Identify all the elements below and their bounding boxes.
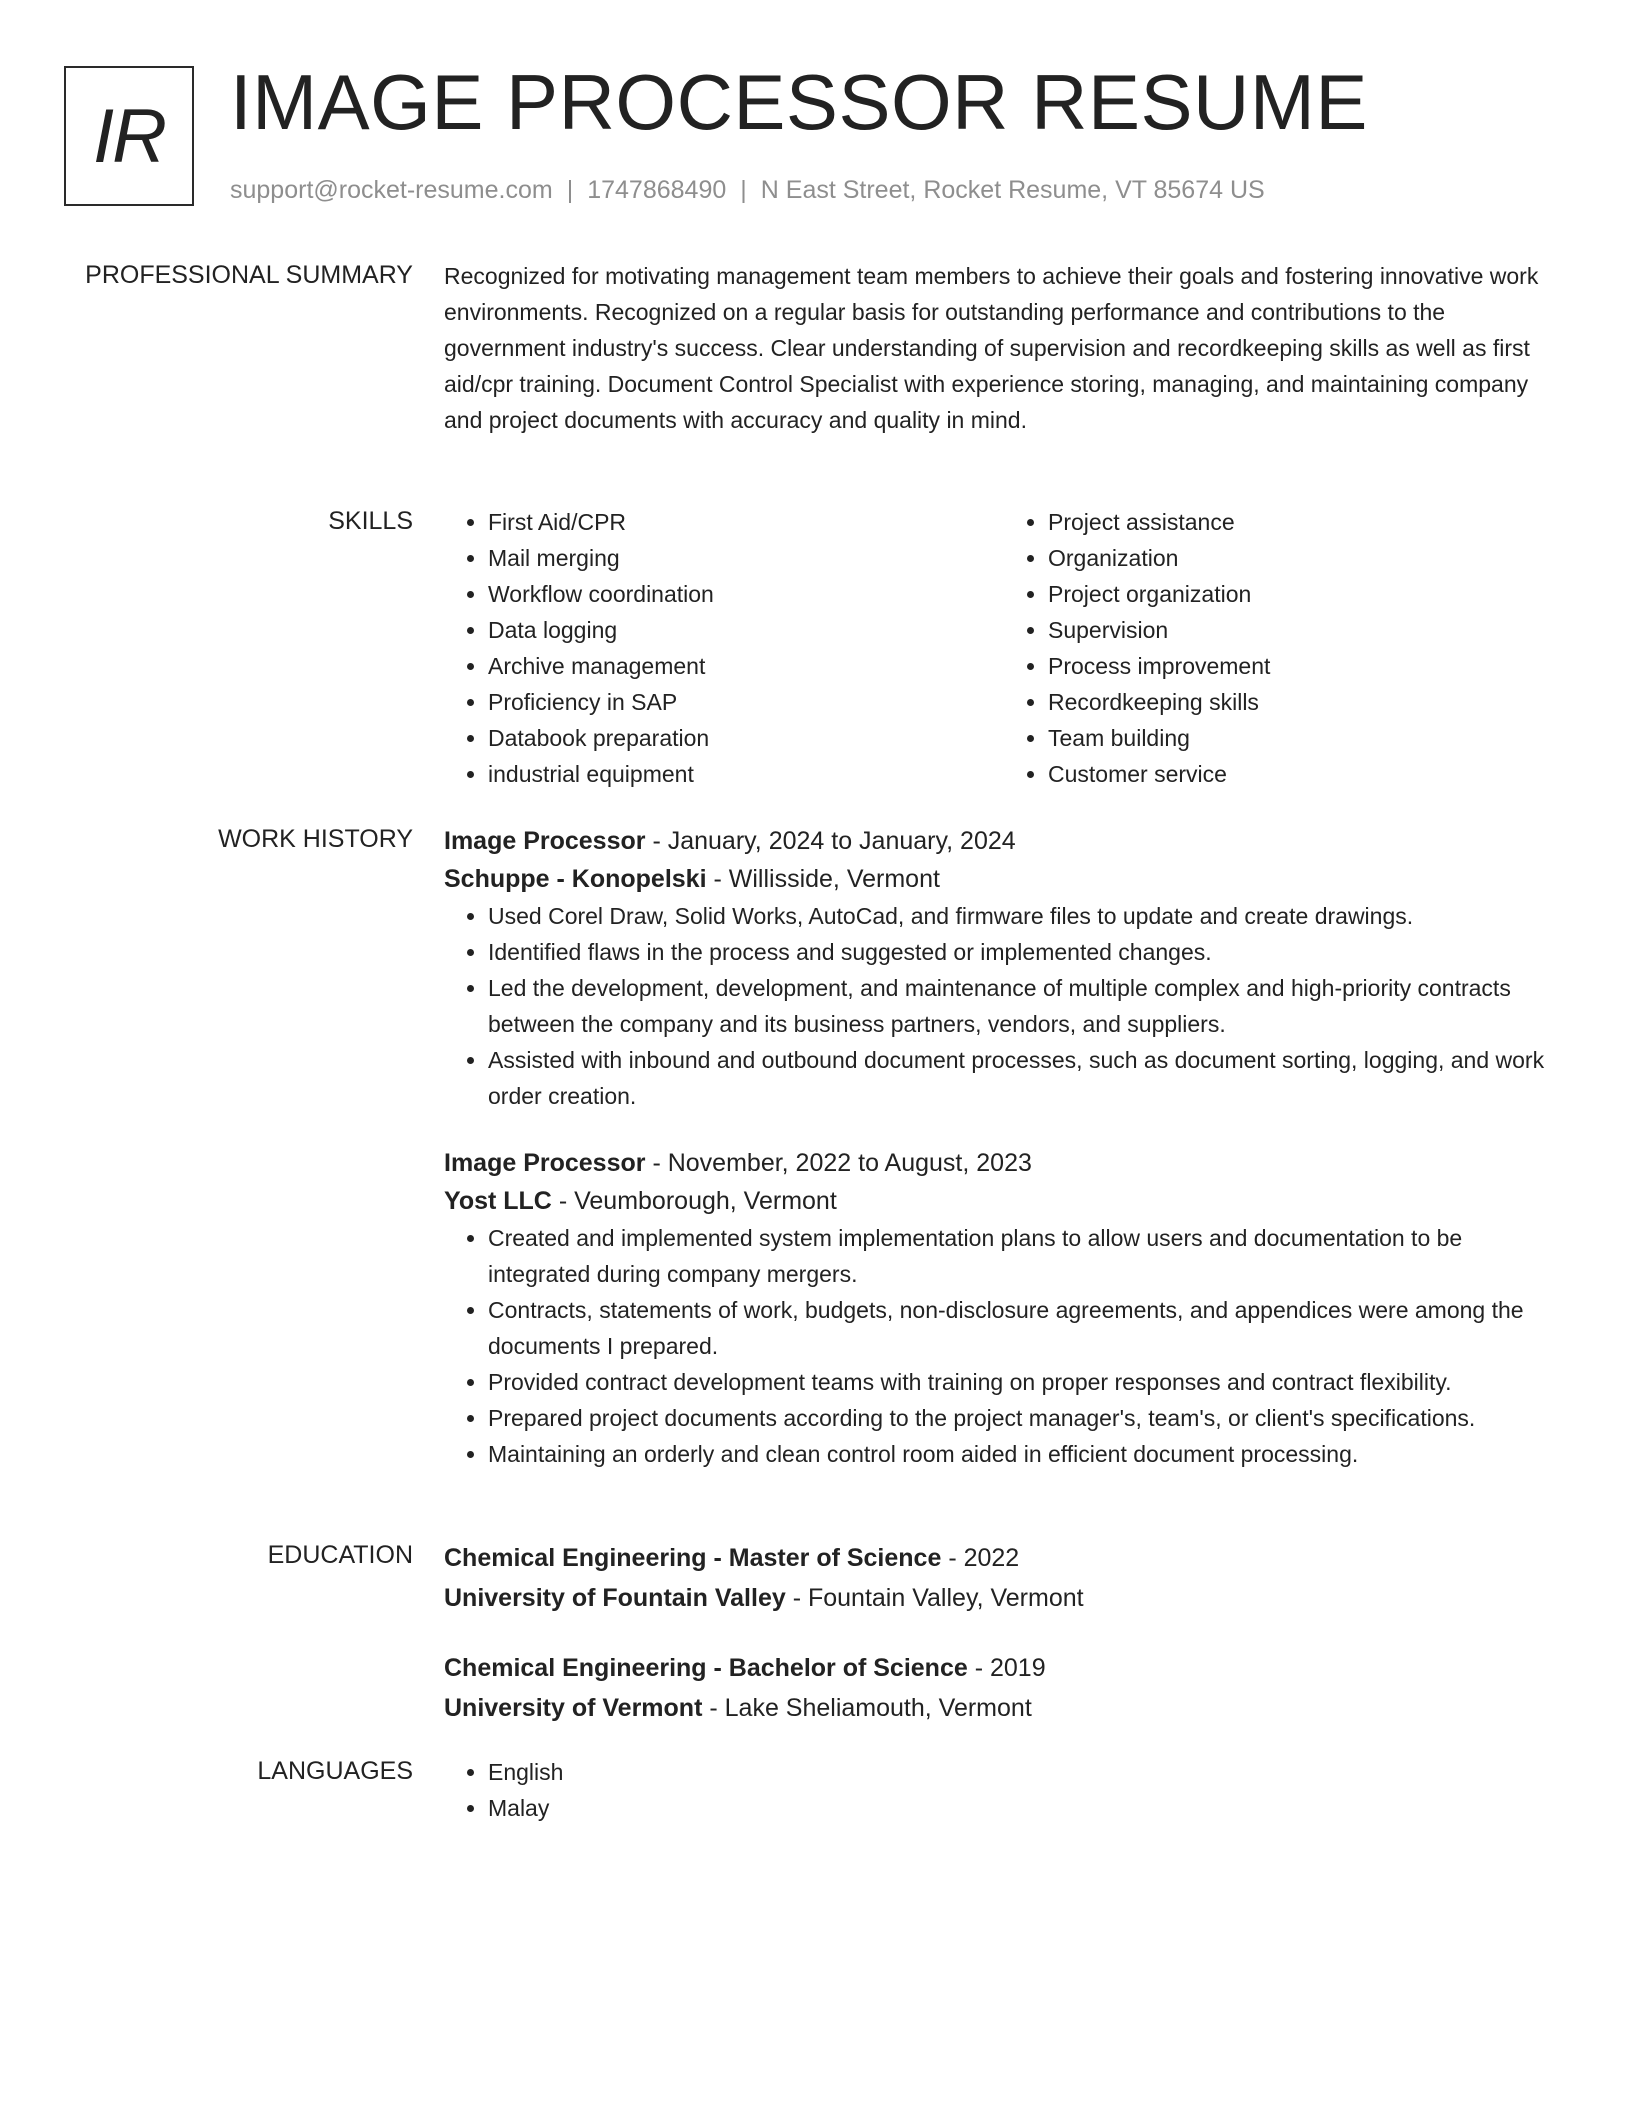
contact-separator: | bbox=[566, 176, 574, 204]
education-year: - 2022 bbox=[948, 1544, 1020, 1572]
section-title-education: EDUCATION bbox=[267, 1541, 413, 1569]
job-bullet: • Maintaining an orderly and clean control room aided in efficient document processing. bbox=[488, 1436, 1564, 1472]
contact-phone: 1747868490 bbox=[587, 176, 727, 204]
section-title-skills: SKILLS bbox=[328, 507, 413, 535]
job-dates: - November, 2022 to August, 2023 bbox=[652, 1149, 1032, 1177]
work-body bbox=[444, 822, 1564, 1472]
section-title-work: WORK HISTORY bbox=[218, 825, 413, 853]
skill-item: • Data logging bbox=[488, 612, 1004, 648]
job-bullet: • Led the development, development, and maintenance of multiple complex and high-priority contracts between the company and its business partners, vendors, and suppliers. bbox=[488, 970, 1564, 1042]
job-bullet: • Used Corel Draw, Solid Works, AutoCad, and firmware files to update and create drawings. bbox=[488, 898, 1564, 934]
skill-item: • Workflow coordination bbox=[488, 576, 1004, 612]
education-year: - 2019 bbox=[974, 1654, 1046, 1682]
job-company-line bbox=[444, 1182, 1564, 1220]
contact-separator: | bbox=[740, 176, 747, 204]
job-location: - Veumborough, Vermont bbox=[558, 1187, 837, 1215]
job-location: - Willisside, Vermont bbox=[713, 865, 940, 893]
education-location: - Fountain Valley, Vermont bbox=[792, 1584, 1084, 1612]
contact-line bbox=[230, 174, 1265, 206]
language-item: • Malay bbox=[488, 1790, 1564, 1826]
job-entry bbox=[444, 1144, 1564, 1472]
skills-list-right bbox=[1004, 504, 1564, 792]
language-item: • English bbox=[488, 1754, 1564, 1790]
education-school-line bbox=[444, 1688, 1564, 1728]
skill-item: • Project organization bbox=[1048, 576, 1564, 612]
job-company: Schuppe - Konopelski bbox=[444, 865, 707, 893]
skill-item: • Proficiency in SAP bbox=[488, 684, 1004, 720]
languages-list bbox=[444, 1754, 1564, 1826]
skill-item: • Customer service bbox=[1048, 756, 1564, 792]
job-role: Image Processor bbox=[444, 1149, 646, 1177]
job-bullet: • Provided contract development teams with training on proper responses and contract flexibility. bbox=[488, 1364, 1564, 1400]
education-degree-line bbox=[444, 1648, 1564, 1688]
job-company-line bbox=[444, 860, 1564, 898]
education-degree: Chemical Engineering - Master of Science bbox=[444, 1544, 942, 1572]
skill-item: • First Aid/CPR bbox=[488, 504, 1004, 540]
summary-text: Recognized for motivating management team members to achieve their goals and fostering innovative work environments. Recognized on a regular basis for outstanding performance and contributions to the government industry's success. Clear understanding of supervision and recordkeeping skills as well as first aid/cpr training. Document Control Specialist with experience storing, managing, and maintaining company and project documents with accuracy and quality in mind. bbox=[444, 263, 1539, 433]
job-dates: - January, 2024 to January, 2024 bbox=[652, 827, 1016, 855]
skill-item: • Team building bbox=[1048, 720, 1564, 756]
skill-item: • Supervision bbox=[1048, 612, 1564, 648]
job-bullet: • Created and implemented system implementation plans to allow users and documentation to be integrated during company mergers. bbox=[488, 1220, 1564, 1292]
job-role: Image Processor bbox=[444, 827, 646, 855]
skill-item: • Mail merging bbox=[488, 540, 1004, 576]
skill-item: • industrial equipment bbox=[488, 756, 1004, 792]
job-bullet: • Identified flaws in the process and suggested or implemented changes. bbox=[488, 934, 1564, 970]
skill-item: • Process improvement bbox=[1048, 648, 1564, 684]
section-title-summary: PROFESSIONAL SUMMARY bbox=[85, 261, 413, 289]
skill-item: • Recordkeeping skills bbox=[1048, 684, 1564, 720]
job-bullet: • Contracts, statements of work, budgets, non-disclosure agreements, and appendices were among the documents I prepared. bbox=[488, 1292, 1564, 1364]
contact-email: support@rocket-resume.com bbox=[230, 176, 553, 204]
job-bullets bbox=[444, 1220, 1564, 1472]
job-bullet: • Assisted with inbound and outbound document processes, such as document sorting, logging, and work order creation. bbox=[488, 1042, 1564, 1114]
resume-title: IMAGE PROCESSOR RESUME bbox=[230, 58, 1368, 146]
summary-body bbox=[444, 258, 1564, 438]
skill-item: • Organization bbox=[1048, 540, 1564, 576]
education-school-line bbox=[444, 1578, 1564, 1618]
education-school: University of Fountain Valley bbox=[444, 1584, 786, 1612]
contact-address: N East Street, Rocket Resume, VT 85674 US bbox=[760, 176, 1265, 204]
education-body bbox=[444, 1538, 1564, 1728]
skills-body bbox=[444, 504, 1564, 792]
education-location: - Lake Sheliamouth, Vermont bbox=[709, 1694, 1032, 1722]
job-bullets bbox=[444, 898, 1564, 1114]
education-degree: Chemical Engineering - Bachelor of Science bbox=[444, 1654, 968, 1682]
education-degree-line bbox=[444, 1538, 1564, 1578]
skills-list-left bbox=[444, 504, 1004, 792]
skill-item: • Databook preparation bbox=[488, 720, 1004, 756]
job-bullet: • Prepared project documents according to the project manager's, team's, or client's specifications. bbox=[488, 1400, 1564, 1436]
skill-item: • Project assistance bbox=[1048, 504, 1564, 540]
monogram-logo: IR bbox=[64, 66, 194, 206]
skill-item: • Archive management bbox=[488, 648, 1004, 684]
job-entry bbox=[444, 822, 1564, 1114]
education-entry bbox=[444, 1648, 1564, 1728]
job-header bbox=[444, 822, 1564, 860]
education-entry bbox=[444, 1538, 1564, 1618]
section-title-languages: LANGUAGES bbox=[257, 1757, 413, 1785]
languages-body bbox=[444, 1754, 1564, 1826]
job-header bbox=[444, 1144, 1564, 1182]
job-company: Yost LLC bbox=[444, 1187, 552, 1215]
education-school: University of Vermont bbox=[444, 1694, 703, 1722]
